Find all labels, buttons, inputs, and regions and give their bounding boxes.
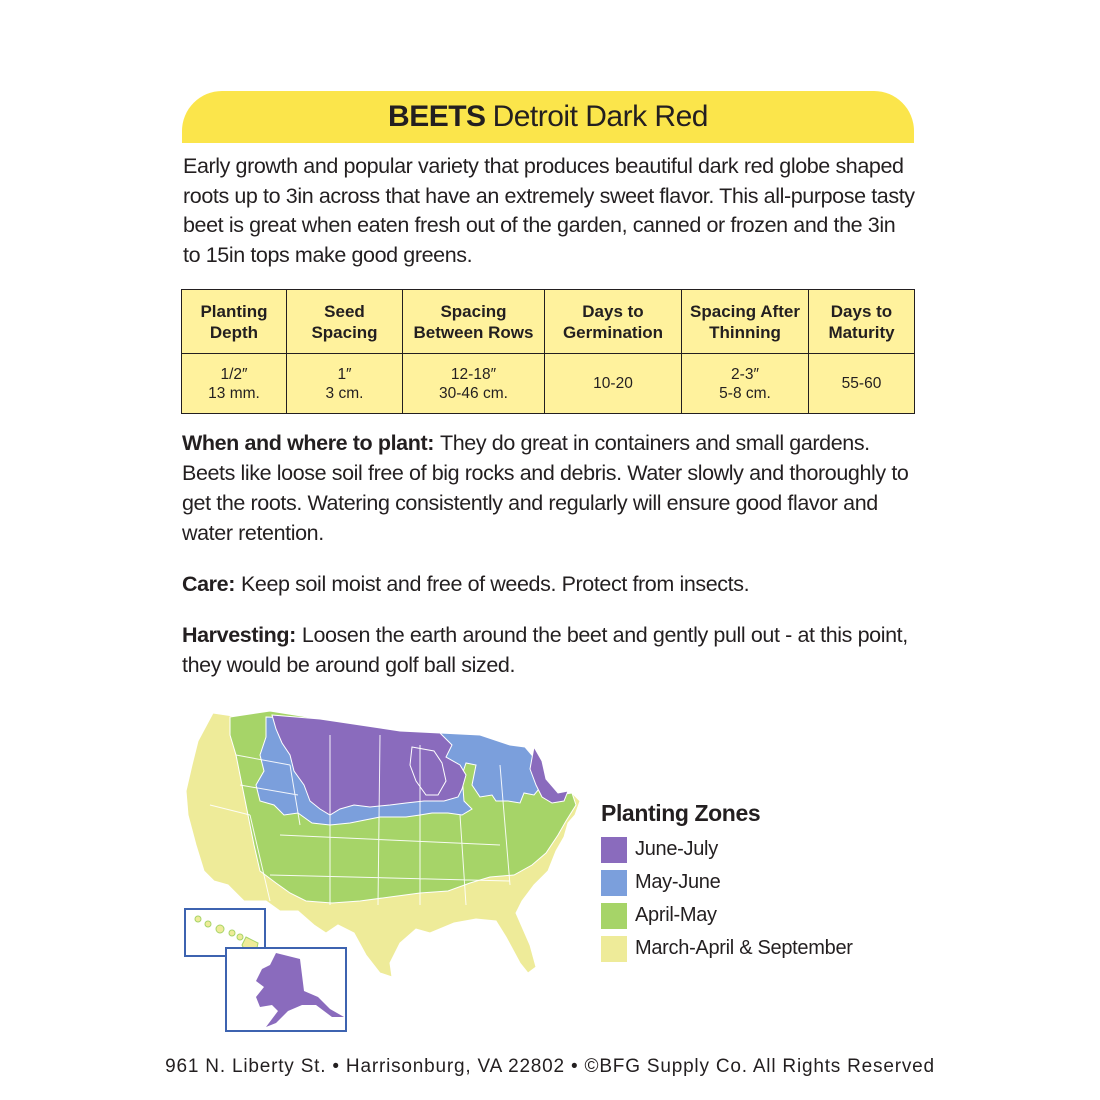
legend-title: Planting Zones bbox=[601, 800, 761, 826]
product-name: BEETS bbox=[388, 100, 486, 133]
header-seed-spacing: Seed Spacing bbox=[287, 290, 403, 354]
legend-label: May-June bbox=[635, 871, 721, 893]
header-maturity: Days to Maturity bbox=[809, 290, 915, 354]
legend-swatch-april-may bbox=[601, 903, 627, 929]
legend-label: June-July bbox=[635, 838, 718, 860]
footer-address: 961 N. Liberty St. • Harrisonburg, VA 22802 • ©BFG Supply Co. All Rights Reserved bbox=[165, 1056, 935, 1077]
care-label: Care: bbox=[182, 572, 235, 596]
care-text: Keep soil moist and free of weeds. Protect from insects. bbox=[240, 572, 750, 596]
legend-item bbox=[601, 899, 853, 932]
planting-specs-table bbox=[181, 289, 915, 414]
harvesting-text: Loosen the earth around the beet and gently pull out - at this point, they would be around golf ball sized. bbox=[182, 623, 908, 677]
value-planting-depth: 1/2″ 13 mm. bbox=[182, 354, 287, 414]
value-thinning: 2-3″ 5-8 cm. bbox=[682, 354, 809, 414]
header-germination: Days to Germination bbox=[545, 290, 682, 354]
when-where-text: They do great in containers and small gardens. Beets like loose soil free of big rocks and debris. Water slowly and thoroughly to get the roots. Watering consistently and regularly will ensure good flavor and water retention. bbox=[182, 431, 909, 545]
care-paragraph bbox=[182, 569, 914, 599]
legend-swatch-may-june bbox=[601, 870, 627, 896]
value-row-spacing: 12-18″ 30-46 cm. bbox=[403, 354, 545, 414]
planting-zone-map bbox=[180, 705, 600, 1035]
intro-description: Early growth and popular variety that produces beautiful dark red globe shaped roots up to 3in across that have an extremely sweet flavor. This all-purpose tasty beet is great when eaten fresh out of the garden, canned or frozen and the 3in to 15in tops make good greens. bbox=[183, 154, 915, 267]
planting-zones-legend bbox=[601, 800, 853, 965]
variety-name: Detroit Dark Red bbox=[492, 100, 708, 133]
header-planting-depth: Planting Depth bbox=[182, 290, 287, 354]
title-bar bbox=[182, 91, 914, 143]
legend-swatch-march-april bbox=[601, 936, 627, 962]
header-row-spacing: Spacing Between Rows bbox=[403, 290, 545, 354]
harvesting-paragraph bbox=[182, 620, 914, 680]
header-thinning: Spacing After Thinning bbox=[682, 290, 809, 354]
legend-swatch-june-july bbox=[601, 837, 627, 863]
when-where-label: When and where to plant: bbox=[182, 431, 434, 455]
legend-label: March-April & September bbox=[635, 937, 853, 959]
legend-item bbox=[601, 932, 853, 965]
table-header-row bbox=[182, 290, 915, 354]
value-maturity: 55-60 bbox=[809, 354, 915, 414]
value-seed-spacing: 1″ 3 cm. bbox=[287, 354, 403, 414]
value-germination: 10-20 bbox=[545, 354, 682, 414]
table-row bbox=[182, 354, 915, 414]
harvesting-label: Harvesting: bbox=[182, 623, 296, 647]
legend-item bbox=[601, 866, 853, 899]
legend-label: April-May bbox=[635, 904, 717, 926]
legend-item bbox=[601, 833, 853, 866]
when-where-paragraph bbox=[182, 428, 914, 548]
